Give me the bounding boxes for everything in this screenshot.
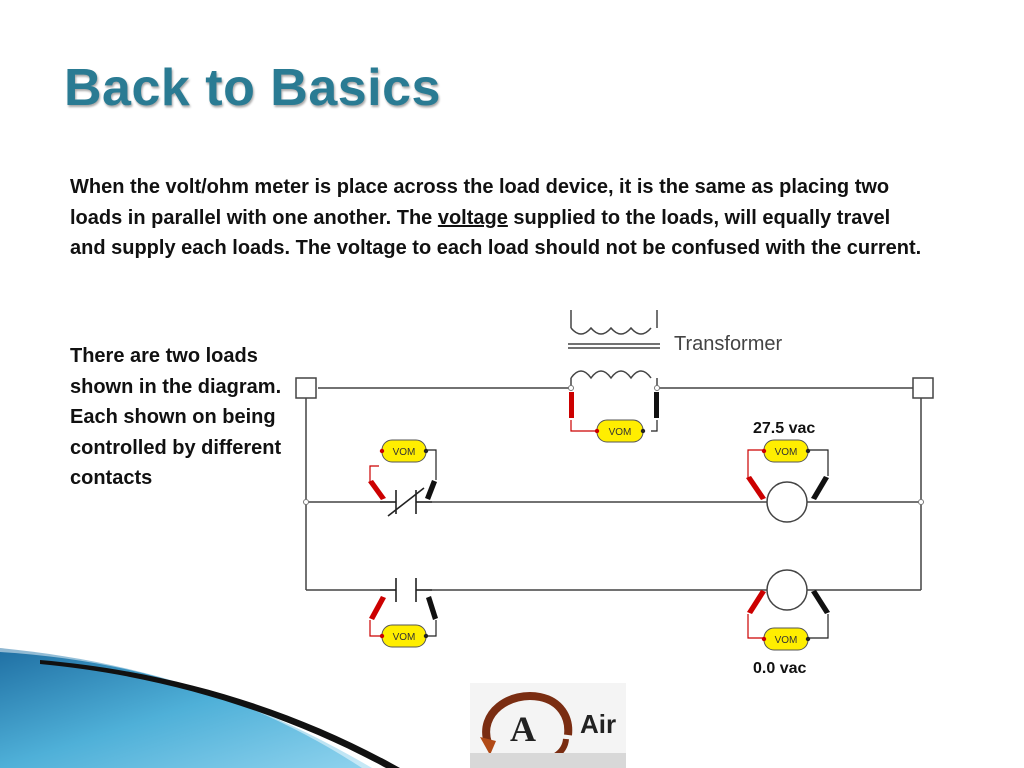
- vom-label: VOM: [392, 632, 416, 643]
- circuit-diagram: [290, 300, 940, 685]
- vom-label: VOM: [608, 427, 632, 438]
- transformer-label: Transformer: [674, 333, 783, 355]
- contact-nc: [380, 488, 432, 516]
- vom-meter-contact-1: [368, 440, 437, 500]
- intro-paragraph: [70, 172, 930, 264]
- load-1: [767, 482, 807, 522]
- vom-label: VOM: [774, 447, 798, 458]
- logo-letter: A: [510, 709, 536, 749]
- voltage-underlined: voltage: [437, 206, 508, 229]
- load-2: [767, 570, 807, 610]
- reading-bottom: 0.0 vac: [753, 660, 807, 677]
- vom-label: VOM: [392, 447, 416, 458]
- vom-label: VOM: [774, 635, 798, 646]
- reading-top: 27.5 vac: [753, 420, 816, 437]
- terminal-left: [296, 378, 316, 398]
- slide-title: Back to Basics: [64, 59, 441, 117]
- company-logo: [470, 683, 626, 768]
- vom-meter-transformer: [569, 392, 659, 442]
- logo-text: Air: [580, 709, 617, 739]
- side-note: There are two loads shown in the diagram. Each shown on being controlled by different contacts: [70, 345, 282, 489]
- paragraph-text-2: supplied to the loads, will equally travel and supply each loads. The voltage to each load should not be confused with the current.: [70, 206, 922, 259]
- transformer-primary: [568, 310, 660, 388]
- contact-no: [380, 578, 432, 602]
- vom-meter-contact-2: [369, 596, 438, 647]
- paragraph-text-1: When the volt/ohm meter is place across the load device, it is the same as placing two loads in parallel with one another. The: [70, 176, 890, 229]
- terminal-right: [913, 378, 933, 398]
